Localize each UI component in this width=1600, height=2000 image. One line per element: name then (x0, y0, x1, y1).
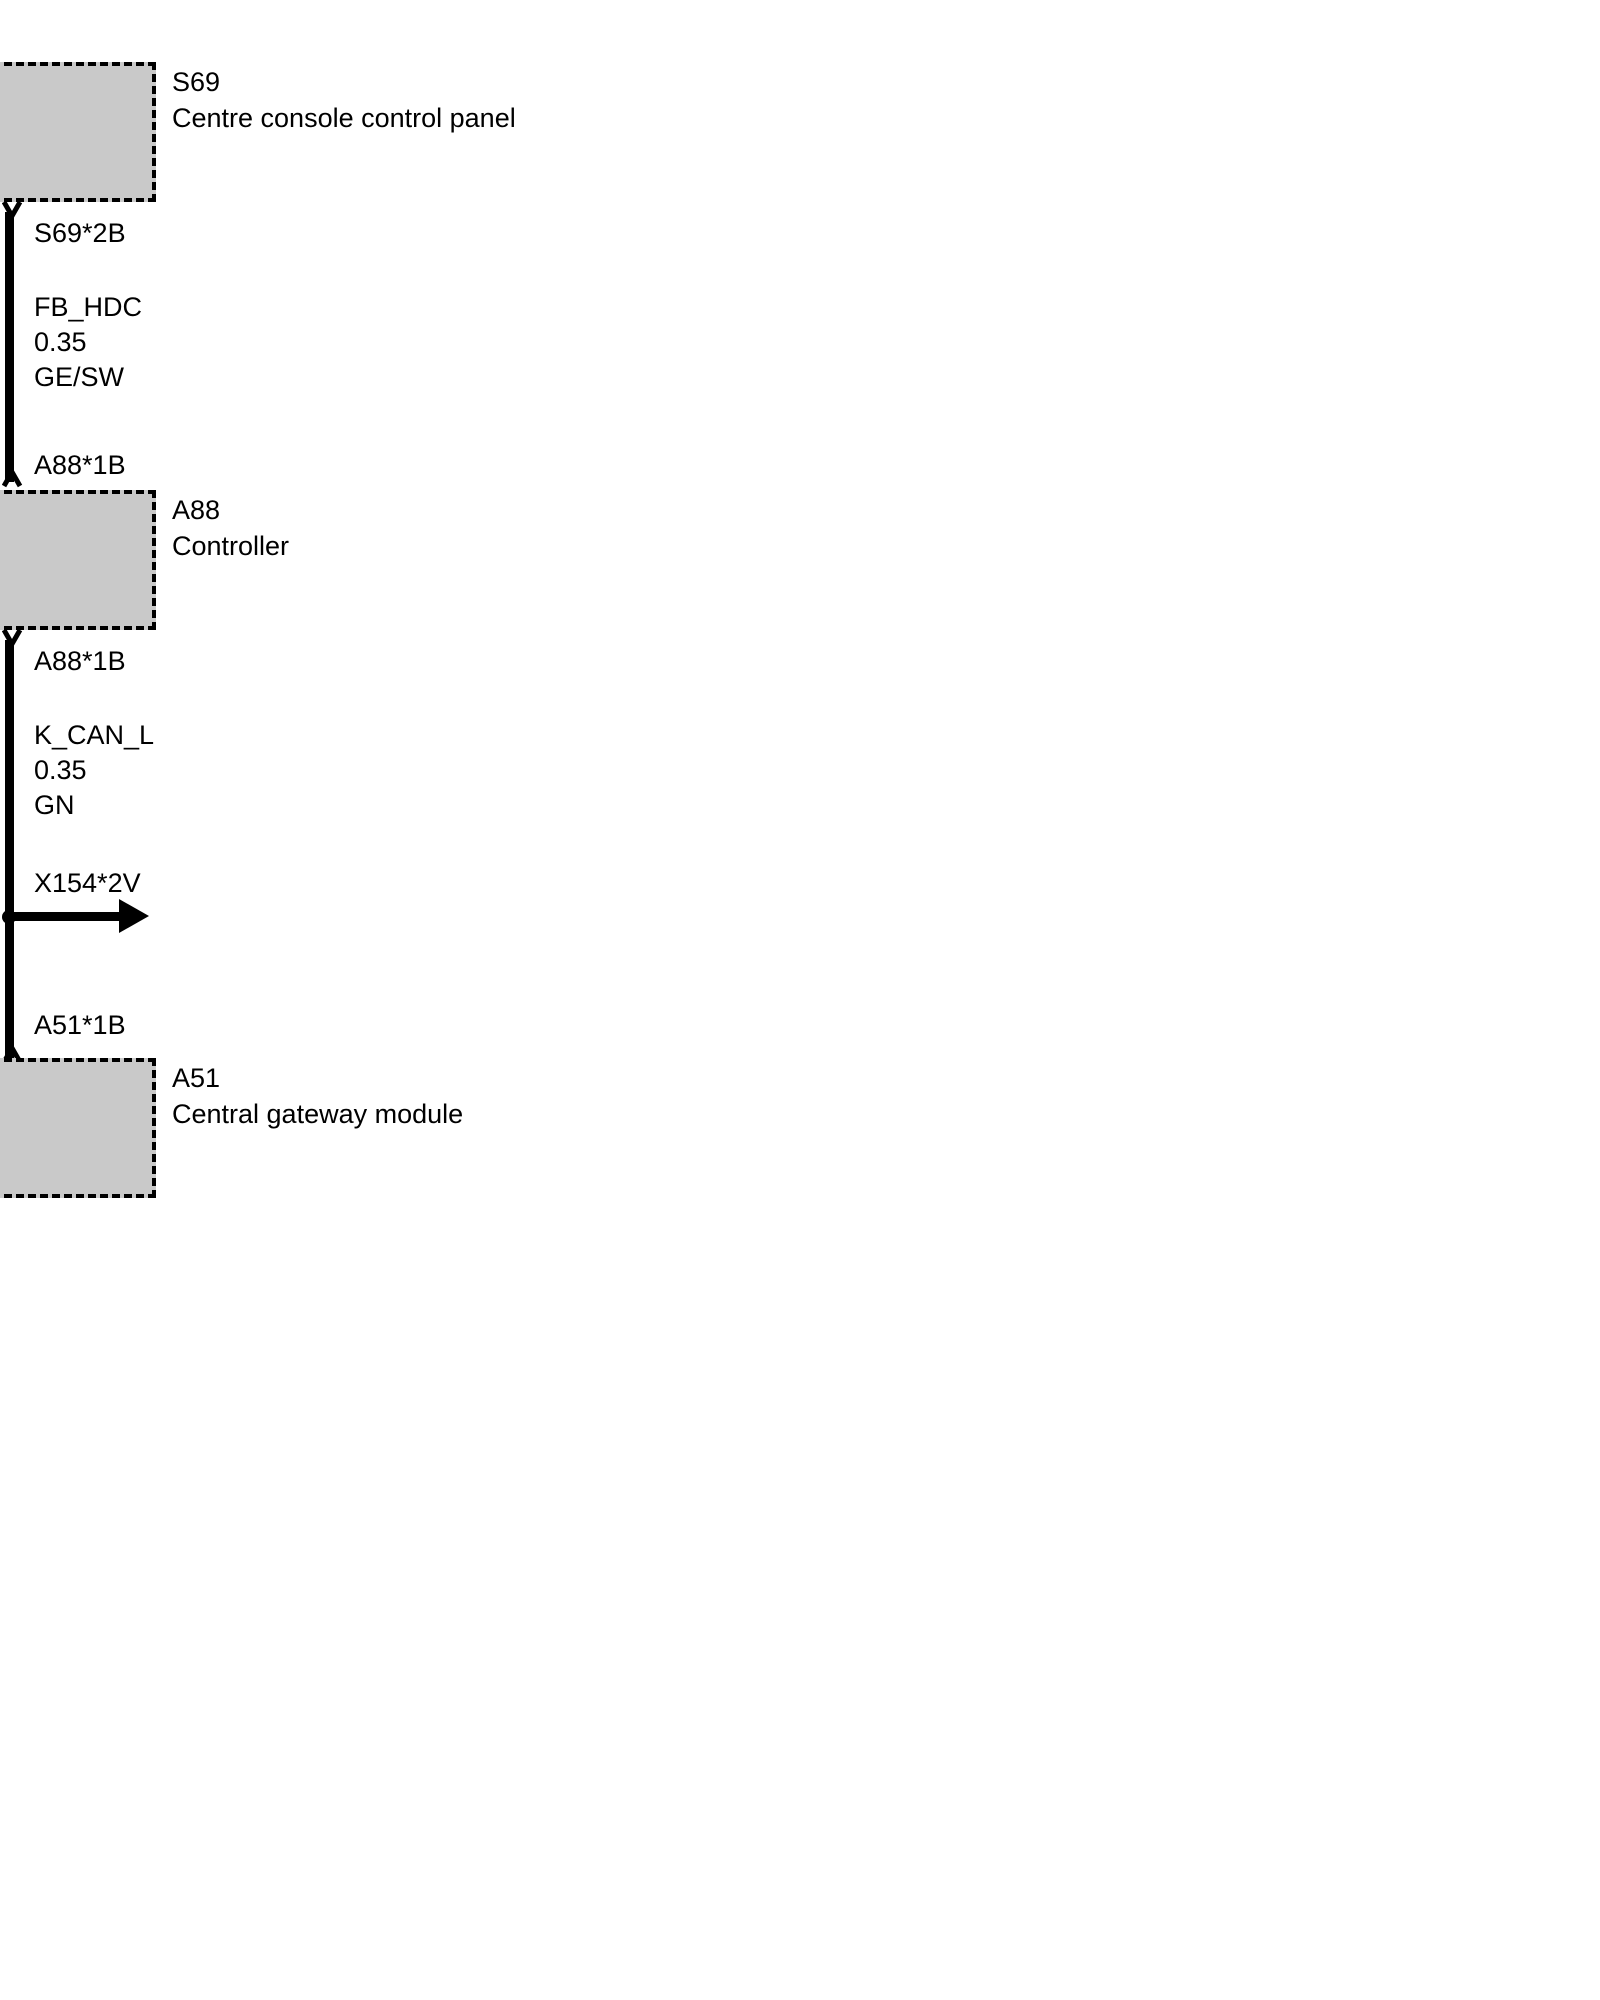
connector-label-s69-2b: S69*2B (34, 218, 126, 248)
wire-section-fb-hdc: 0.35 (34, 327, 87, 357)
branch-arrow-head-x154 (119, 899, 149, 933)
component-block-a51[interactable] (0, 1058, 156, 1198)
pin-notch-a88-1b-top (2, 466, 36, 492)
component-name-a88: Controller (172, 531, 290, 561)
connector-label-a88-1b-bottom: A88*1B (34, 646, 126, 676)
wire-signal-k-can-l: K_CAN_L (34, 720, 155, 750)
wire-colour-fb-hdc: GE/SW (34, 362, 125, 392)
wire-section-k-can-l: 0.35 (34, 755, 87, 785)
component-block-a88[interactable] (0, 490, 156, 630)
component-code-a51: A51 (172, 1063, 221, 1093)
wire-colour-k-can-l: GN (34, 790, 75, 820)
wire-k-can-l (5, 640, 14, 1058)
component-name-a51: Central gateway module (172, 1099, 464, 1129)
component-code-s69: S69 (172, 67, 221, 97)
component-code-a88: A88 (172, 495, 221, 525)
component-name-s69: Centre console control panel (172, 103, 516, 133)
branch-arrow-line-x154 (9, 912, 119, 921)
component-block-s69[interactable] (0, 62, 156, 202)
connector-label-x154-2v: X154*2V (34, 868, 141, 898)
wire-fb-hdc (5, 212, 14, 482)
wire-signal-fb-hdc: FB_HDC (34, 292, 143, 322)
connector-label-a88-1b-top: A88*1B (34, 450, 126, 480)
connector-label-a51-1b: A51*1B (34, 1010, 126, 1040)
